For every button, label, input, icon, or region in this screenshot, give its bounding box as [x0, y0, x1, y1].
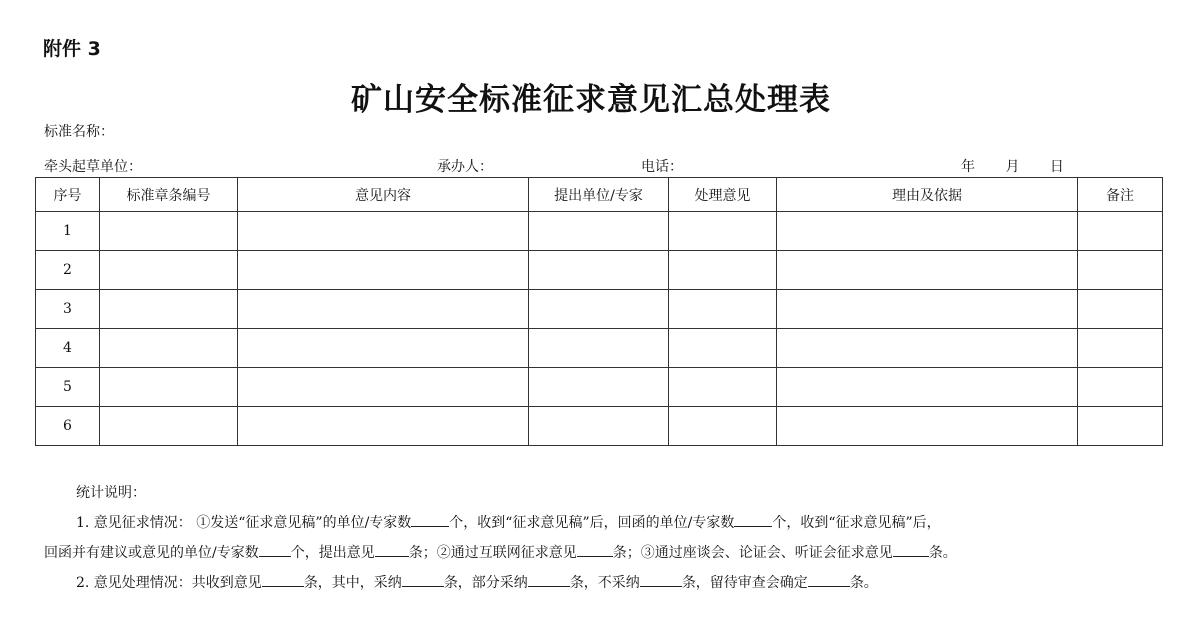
table-cell[interactable] — [777, 329, 1078, 368]
column-header: 序号 — [36, 178, 100, 212]
column-header: 标准章条编号 — [100, 178, 238, 212]
table-cell[interactable] — [1078, 251, 1163, 290]
table-cell[interactable] — [1078, 290, 1163, 329]
handler-label: 承办人： — [437, 159, 493, 175]
table-cell[interactable] — [669, 212, 777, 251]
column-header: 处理意见 — [669, 178, 777, 212]
notes-text: 2. 意见处理情况：共收到意见 — [76, 575, 262, 591]
table-cell[interactable] — [777, 251, 1078, 290]
table-cell[interactable] — [238, 329, 529, 368]
table-cell[interactable] — [1078, 407, 1163, 446]
row-number: 5 — [36, 368, 100, 407]
table-cell[interactable] — [669, 368, 777, 407]
table-cell[interactable] — [100, 407, 238, 446]
standard-name-label: 标准名称： — [44, 124, 114, 140]
date-year: 年 — [961, 159, 975, 175]
table-cell[interactable] — [238, 368, 529, 407]
row-number: 2 — [36, 251, 100, 290]
column-header: 理由及依据 — [777, 178, 1078, 212]
table-cell[interactable] — [669, 290, 777, 329]
table-cell[interactable] — [1078, 212, 1163, 251]
table-header-row — [36, 178, 1163, 212]
table-cell[interactable] — [100, 212, 238, 251]
drafter-label: 牵头起草单位： — [44, 159, 142, 175]
notes-text: 个，提出意见 — [290, 545, 375, 561]
table-cell[interactable] — [100, 290, 238, 329]
table-cell[interactable] — [529, 251, 669, 290]
date-month: 月 — [1005, 159, 1020, 175]
statistics-notes — [44, 478, 1164, 598]
table-cell[interactable] — [100, 251, 238, 290]
date-day: 日 — [1049, 159, 1064, 175]
notes-text: 条；③通过座谈会、论证会、听证会征求意见 — [612, 545, 893, 561]
attachment-label: 附件 3 — [43, 38, 101, 60]
date-field — [961, 156, 1064, 176]
row-number: 4 — [36, 329, 100, 368]
fill-blank[interactable] — [577, 542, 613, 557]
notes-text: 1. 意见征求情况： ①发送“征求意见稿”的单位/专家数 — [76, 515, 412, 531]
fill-blank[interactable] — [375, 542, 409, 557]
fill-blank[interactable] — [411, 512, 449, 527]
row-number: 6 — [36, 407, 100, 446]
notes-line-2 — [44, 538, 1164, 568]
table-cell[interactable] — [238, 290, 529, 329]
fill-blank[interactable] — [528, 572, 570, 587]
notes-line-1 — [44, 508, 1164, 538]
fill-blank[interactable] — [259, 542, 291, 557]
table-cell[interactable] — [238, 212, 529, 251]
notes-text: 条，其中，采纳 — [303, 575, 402, 591]
row-number: 3 — [36, 290, 100, 329]
notes-text: 条，部分采纳 — [443, 575, 528, 591]
table-row — [36, 212, 1163, 251]
fill-blank[interactable] — [402, 572, 444, 587]
column-header: 备注 — [1078, 178, 1163, 212]
fill-blank[interactable] — [808, 572, 850, 587]
table-row — [36, 407, 1163, 446]
table-cell[interactable] — [777, 290, 1078, 329]
table-cell[interactable] — [777, 407, 1078, 446]
notes-heading: 统计说明： — [76, 485, 146, 501]
table-row — [36, 290, 1163, 329]
notes-line-3 — [44, 568, 1164, 598]
table-cell[interactable] — [529, 368, 669, 407]
table-cell[interactable] — [669, 407, 777, 446]
fill-blank[interactable] — [734, 512, 772, 527]
table-cell[interactable] — [529, 290, 669, 329]
table-cell[interactable] — [529, 407, 669, 446]
table-cell[interactable] — [100, 368, 238, 407]
column-header: 提出单位/专家 — [529, 178, 669, 212]
table-cell[interactable] — [529, 212, 669, 251]
table-cell[interactable] — [669, 329, 777, 368]
table-cell[interactable] — [777, 212, 1078, 251]
column-header: 意见内容 — [238, 178, 529, 212]
table-cell[interactable] — [238, 407, 529, 446]
notes-text: 条，留待审查会确定 — [681, 575, 808, 591]
opinion-summary-table — [35, 177, 1163, 446]
table-cell[interactable] — [1078, 329, 1163, 368]
table-row — [36, 251, 1163, 290]
table-cell[interactable] — [238, 251, 529, 290]
fill-blank[interactable] — [262, 572, 304, 587]
notes-text: 个，收到“征求意见稿”后， — [772, 515, 941, 531]
notes-text: 条。 — [849, 575, 878, 591]
fill-blank[interactable] — [893, 542, 929, 557]
table-row — [36, 368, 1163, 407]
notes-text: 条，不采纳 — [569, 575, 640, 591]
notes-text: 回函并有建议或意见的单位/专家数 — [44, 545, 259, 561]
table-cell[interactable] — [777, 368, 1078, 407]
fill-blank[interactable] — [640, 572, 682, 587]
notes-text: 个，收到“征求意见稿”后，回函的单位/专家数 — [449, 515, 735, 531]
row-number: 1 — [36, 212, 100, 251]
table-row — [36, 329, 1163, 368]
table-cell[interactable] — [1078, 368, 1163, 407]
table-cell[interactable] — [529, 329, 669, 368]
page-title: 矿山安全标准征求意见汇总处理表 — [351, 82, 831, 118]
table-cell[interactable] — [669, 251, 777, 290]
table-cell[interactable] — [100, 329, 238, 368]
notes-text: 条。 — [928, 545, 957, 561]
notes-text: 条；②通过互联网征求意见 — [408, 545, 577, 561]
phone-label: 电话： — [641, 159, 683, 175]
